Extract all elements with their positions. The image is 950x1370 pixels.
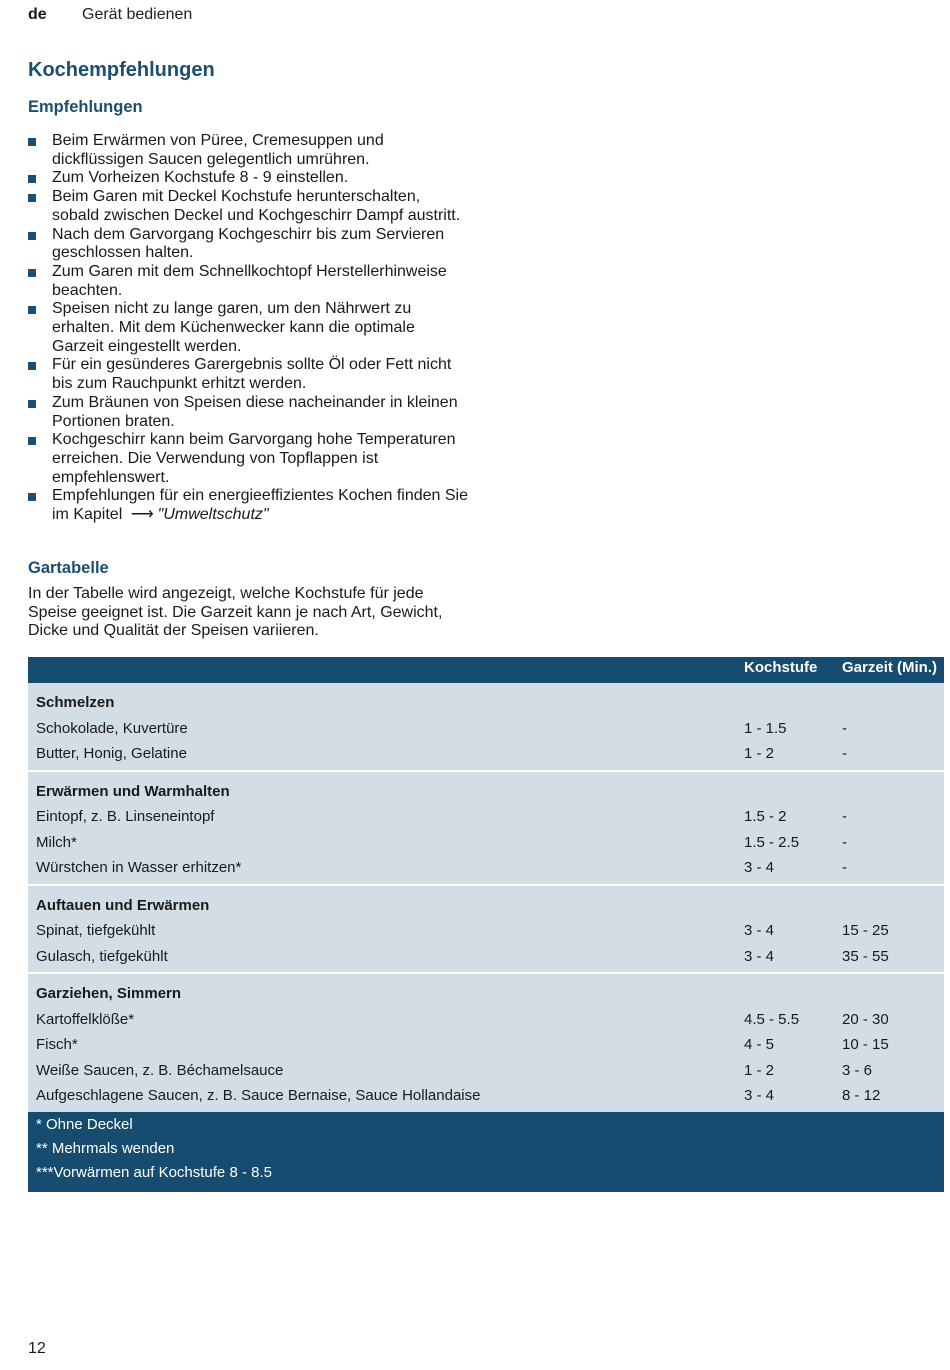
food-name: Weiße Saucen, z. B. Béchamelsauce — [36, 1061, 284, 1079]
table-row — [28, 717, 944, 743]
list-item — [28, 431, 468, 487]
bullet-square-icon — [28, 175, 36, 183]
table-row — [28, 1008, 944, 1034]
table-row — [28, 1033, 944, 1059]
food-name: Würstchen in Wasser erhitzen* — [36, 859, 242, 876]
table-row — [28, 742, 944, 768]
table-header — [28, 657, 944, 683]
food-name: Spinat, tiefgekühlt — [36, 922, 156, 939]
group-title: Schmelzen — [36, 694, 115, 711]
cooking-time: 35 - 55 — [842, 947, 889, 965]
bullet-square-icon — [28, 437, 36, 445]
table-group — [28, 772, 944, 886]
recommendations-list — [28, 132, 468, 525]
cooking-level: 1 - 1.5 — [744, 719, 787, 737]
list-item-text: Kochgeschirr kann beim Garvorgang hohe Temperaturen erreichen. Die Verwendung von Topflappen ist empfehlenswert. — [52, 431, 456, 486]
table-row — [28, 919, 944, 945]
food-name: Aufgeschlagene Saucen, z. B. Sauce Bernaise, Sauce Hollandaise — [36, 1087, 481, 1104]
table-footnotes — [28, 1112, 944, 1192]
list-item — [28, 263, 468, 300]
cooking-time: - — [842, 859, 847, 876]
page-title: Kochempfehlungen — [28, 59, 215, 81]
list-item — [28, 132, 468, 169]
footnote: * Ohne Deckel — [36, 1115, 133, 1133]
list-item-text: Empfehlungen für ein energieeffizientes Kochen finden Sie im Kapitel — [52, 487, 468, 524]
cooking-time: 8 - 12 — [842, 1087, 881, 1104]
cooking-time: 3 - 6 — [842, 1061, 873, 1079]
cooking-level: 1 - 2 — [744, 1061, 775, 1079]
cooking-time: - — [842, 719, 847, 737]
recommendations-heading: Empfehlungen — [28, 98, 143, 116]
food-name: Eintopf, z. B. Linseneintopf — [36, 808, 215, 825]
footnote: ** Mehrmals wenden — [36, 1139, 175, 1157]
cooking-table-heading: Gartabelle — [28, 559, 109, 577]
cooking-level: 3 - 4 — [744, 859, 775, 876]
list-item — [28, 226, 468, 263]
bullet-square-icon — [28, 269, 36, 277]
table-row — [28, 1084, 944, 1110]
list-item — [28, 487, 468, 524]
food-name: Schokolade, Kuvertüre — [36, 719, 188, 737]
cooking-table — [28, 657, 944, 1192]
cooking-time: - — [842, 745, 847, 762]
table-group — [28, 683, 944, 772]
cooking-level: 1.5 - 2.5 — [744, 833, 800, 851]
bullet-square-icon — [28, 306, 36, 314]
bullet-square-icon — [28, 232, 36, 240]
cooking-level: 3 - 4 — [744, 947, 775, 965]
arrow-right-icon: ⟶ — [130, 506, 154, 524]
list-item-text: Zum Vorheizen Kochstufe 8 - 9 einstellen. — [52, 169, 349, 187]
page-header — [28, 6, 192, 24]
group-title: Auftauen und Erwärmen — [36, 896, 210, 914]
language-code: de — [28, 6, 47, 23]
chapter-reference-link[interactable]: "Umweltschutz" — [157, 506, 269, 524]
bullet-square-icon — [28, 400, 36, 408]
food-name: Butter, Honig, Gelatine — [36, 745, 187, 762]
list-item — [28, 169, 468, 188]
list-item-text: Zum Bräunen von Speisen diese nacheinander in kleinen Portionen braten. — [52, 393, 458, 430]
cooking-time: - — [842, 833, 847, 851]
cooking-level: 1 - 2 — [744, 745, 775, 762]
table-row — [28, 945, 944, 971]
cooking-time: 15 - 25 — [842, 922, 889, 939]
cooking-level: 3 - 4 — [744, 922, 775, 939]
bullet-square-icon — [28, 194, 36, 202]
cooking-level: 3 - 4 — [744, 1087, 775, 1104]
cooking-time: 20 - 30 — [842, 1010, 889, 1028]
group-title: Garziehen, Simmern — [36, 985, 182, 1002]
cooking-time: 10 - 15 — [842, 1036, 889, 1053]
bullet-square-icon — [28, 493, 36, 501]
list-item-text: Beim Garen mit Deckel Kochstufe herunterschalten, sobald zwischen Deckel und Kochgeschirr Dampf austritt. — [52, 188, 461, 224]
cooking-table-intro: In der Tabelle wird angezeigt, welche Kochstufe für jede Speise geeignet ist. Die Garzeit kann je nach Art, Gewicht, Dicke und Qualität der Speisen variieren. — [28, 585, 443, 640]
section-title: Gerät bedienen — [82, 6, 193, 23]
food-name: Kartoffelklöße* — [36, 1010, 135, 1028]
list-item-text: Zum Garen mit dem Schnellkochtopf Herstellerhinweise beachten. — [52, 262, 447, 299]
table-row — [28, 831, 944, 857]
list-item-text: Nach dem Garvorgang Kochgeschirr bis zum Servieren geschlossen halten. — [52, 225, 445, 262]
table-group — [28, 974, 944, 1114]
list-item — [28, 188, 468, 225]
list-item-text: Beim Erwärmen von Püree, Cremesuppen und dickflüssigen Saucen gelegentlich umrühren. — [52, 132, 384, 168]
cooking-level: 1.5 - 2 — [744, 808, 787, 825]
footnote: ***Vorwärmen auf Kochstufe 8 - 8.5 — [36, 1163, 272, 1181]
food-name: Gulasch, tiefgekühlt — [36, 947, 168, 965]
group-title: Erwärmen und Warmhalten — [36, 782, 230, 800]
table-row — [28, 856, 944, 882]
bullet-square-icon — [28, 362, 36, 370]
cooking-level: 4.5 - 5.5 — [744, 1010, 800, 1028]
column-header-time: Garzeit (Min.) — [842, 659, 938, 676]
column-header-level: Kochstufe — [744, 659, 818, 676]
bullet-square-icon — [28, 138, 36, 146]
food-name: Fisch* — [36, 1036, 78, 1053]
table-row — [28, 805, 944, 831]
list-item-text: Speisen nicht zu lange garen, um den Nährwert zu erhalten. Mit dem Küchenwecker kann die optimale Garzeit eingestellt werden. — [52, 300, 415, 355]
food-name: Milch* — [36, 833, 77, 851]
list-item — [28, 300, 468, 356]
page-number: 12 — [28, 1340, 46, 1357]
table-row — [28, 1059, 944, 1085]
list-item — [28, 394, 468, 431]
table-group — [28, 886, 944, 975]
list-item-text: Für ein gesünderes Garergebnis sollte Öl oder Fett nicht bis zum Rauchpunkt erhitzt werden. — [52, 356, 452, 393]
cooking-level: 4 - 5 — [744, 1036, 775, 1053]
list-item — [28, 356, 468, 393]
cooking-time: - — [842, 808, 847, 825]
